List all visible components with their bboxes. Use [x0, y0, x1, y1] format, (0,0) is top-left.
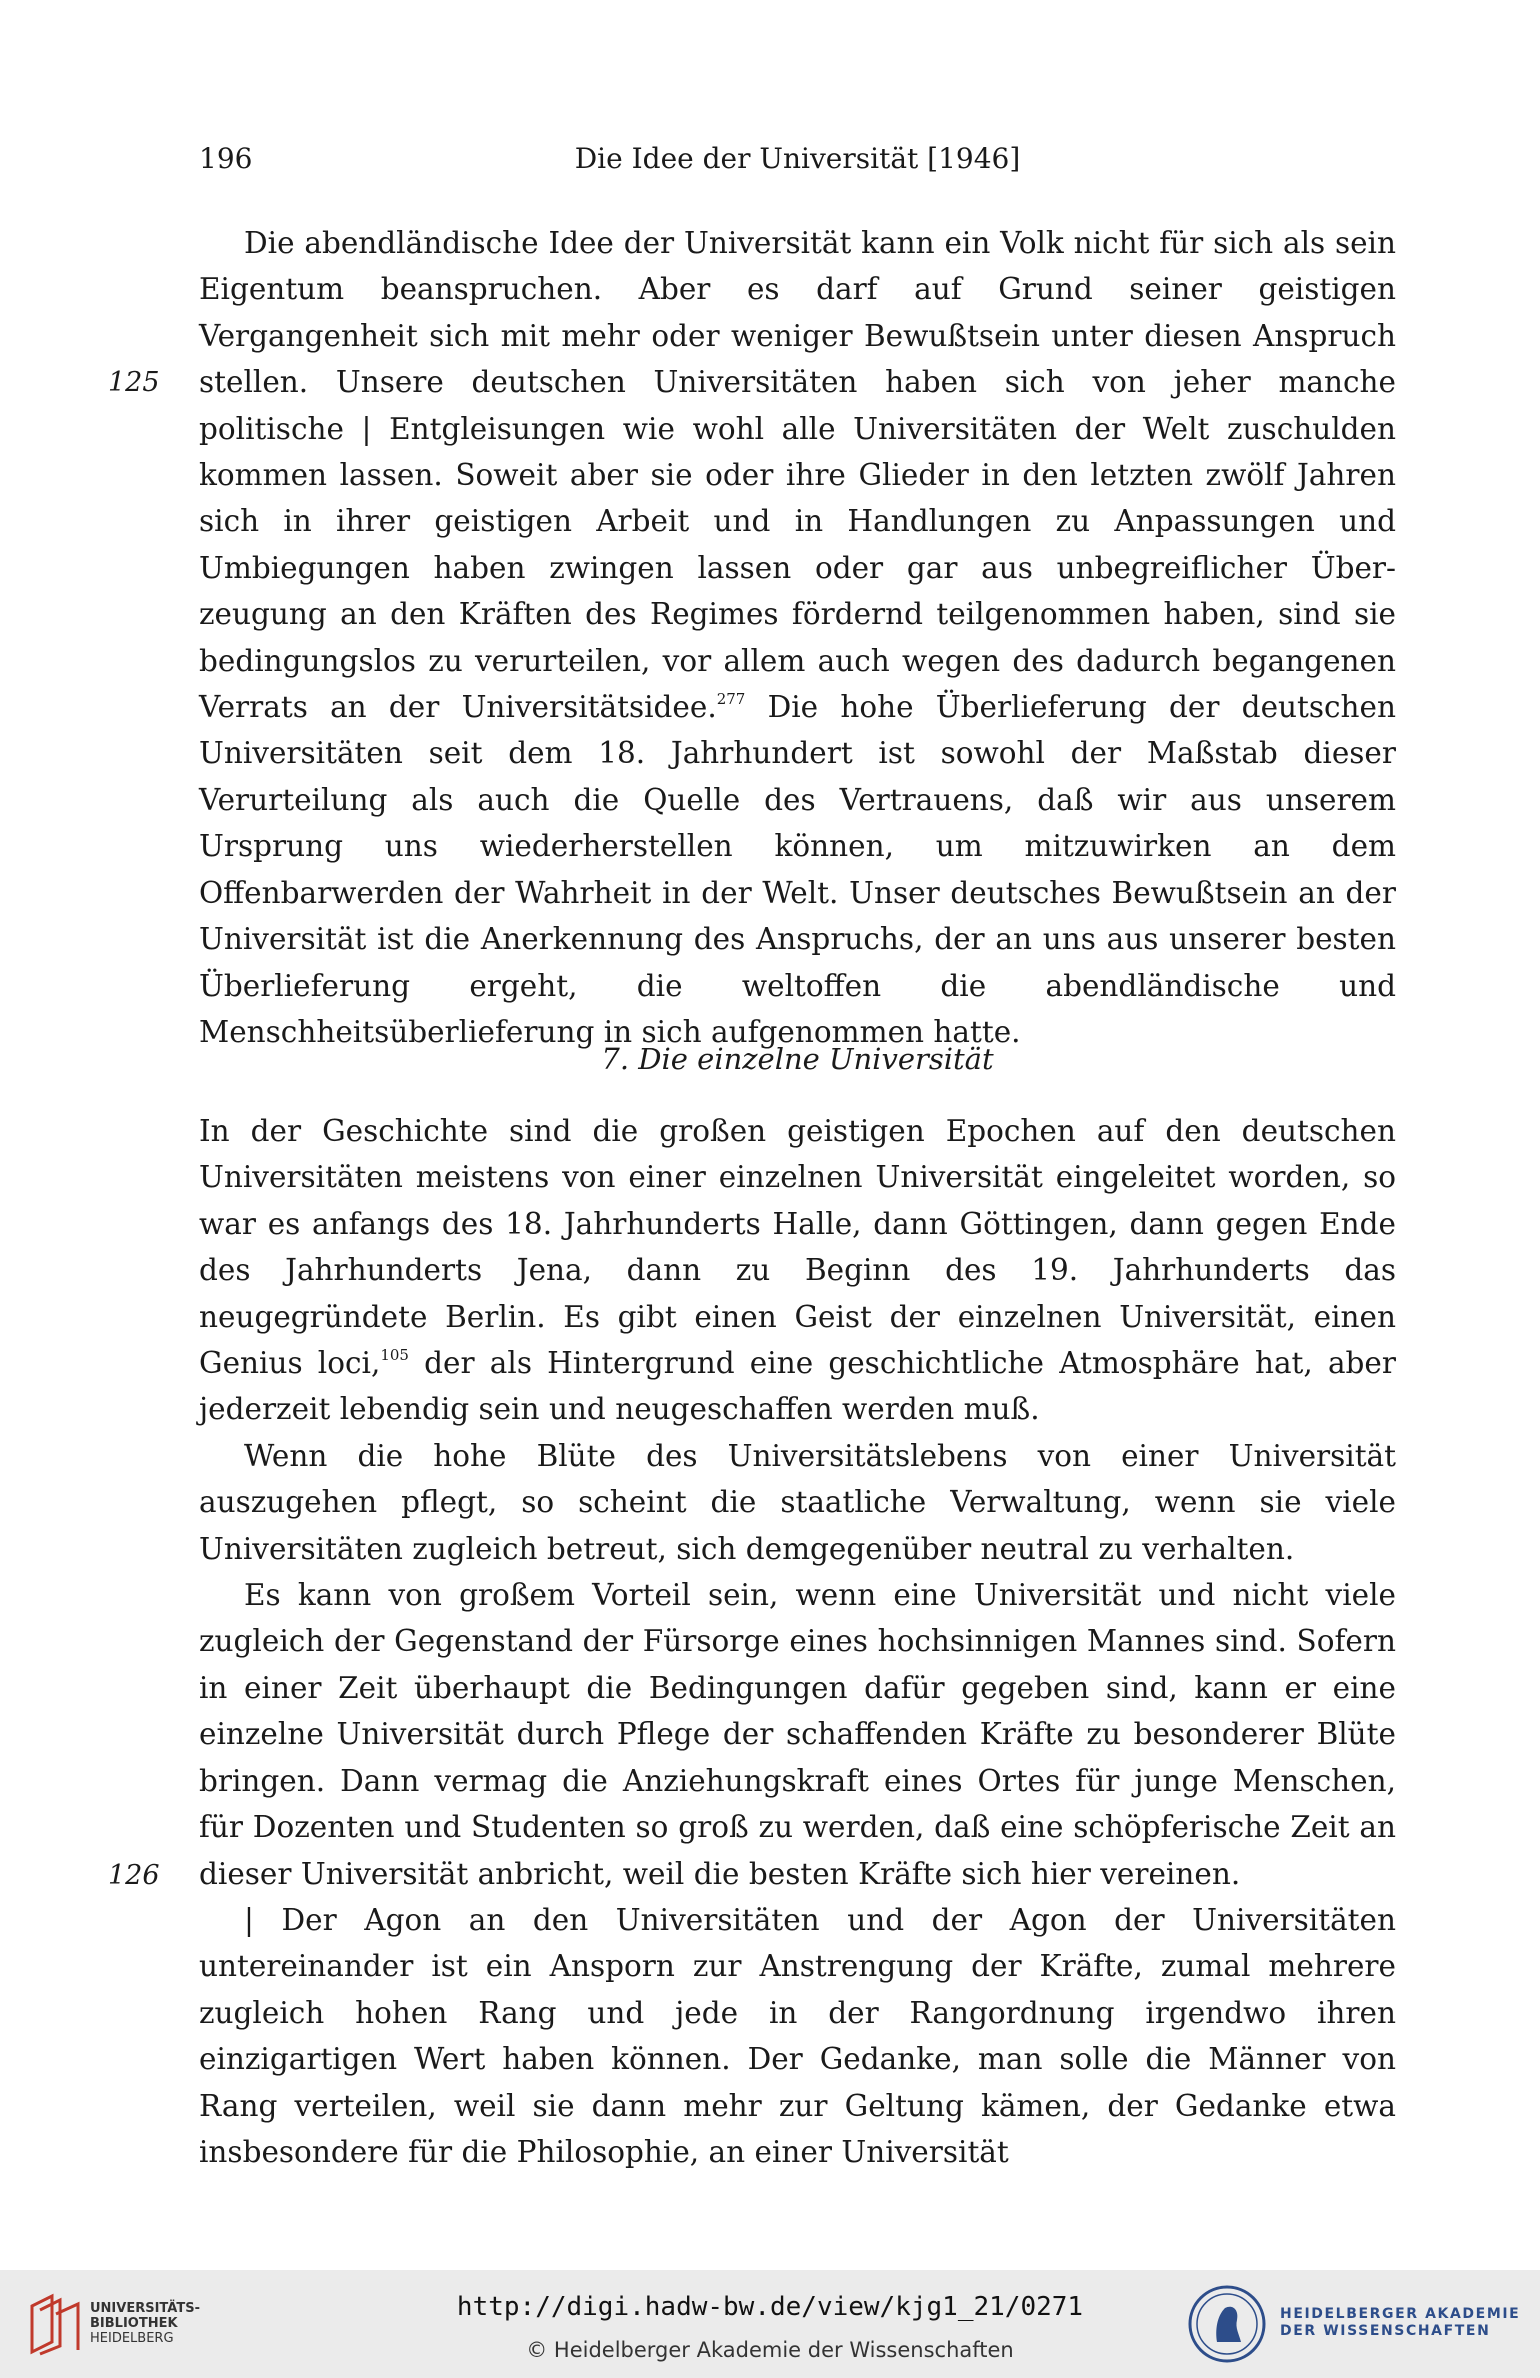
text-line: der Gegenstand der Fürsorge eines hochsinnigen Mannes sind. Sofern in einer Zeit [199, 1624, 1396, 1705]
text-line: tum beanspruchen. Aber es darf auf Grund seiner geistigen Vergangenheit sich mit [199, 272, 1396, 353]
text-line: Gedanke, man solle die Männer von Rang verteilen, weil sie dann mehr zur Geltung [199, 2042, 1396, 2123]
text-line: Die hohe Überlieferung der deutschen Universitäten seit dem [199, 690, 1396, 771]
permalink-url[interactable]: http://digi.hadw-bw.de/view/kjg1_21/0271 [456, 2292, 1084, 2322]
section-body [199, 1108, 1396, 2175]
margin-number-125: 125 [108, 367, 160, 398]
paragraph-4 [199, 1572, 1396, 1897]
text-line: ken an dem Offenbarwerden der Wahrheit in der Welt. Unser deutsches Bewußtsein [199, 829, 1397, 910]
text-line: zelnen Universität, einen Genius loci, [199, 1299, 1396, 1381]
text-line: gungslos zu verurteilen, vor allem auch wegen des dadurch begangenen Verrats an der [199, 643, 1396, 725]
footer-bar [0, 2270, 1540, 2378]
footnote-ref-105[interactable]: 105 [380, 1346, 409, 1365]
text-line: Es kann von großem Vorteil sein, wenn eine Universität und nicht viele zugleich [199, 1578, 1396, 1659]
text-line: und jede in der Rangordnung irgendwo ihren einzigartigen Wert haben können. Der [199, 1995, 1396, 2077]
text-line: sungen und Umbiegungen haben zwingen lassen oder gar aus unbegreiflicher Über [199, 504, 1396, 585]
text-line: durch Pflege der schaffenden Kräfte zu besonderer Blüte bringen. Dann vermag die [199, 1717, 1396, 1798]
text-line: der als Hintergrund eine geschichtliche At [408, 1346, 1092, 1381]
text-line: an der Universität ist die Anerkennung des Anspruchs, der an uns aus unserer besten [199, 875, 1396, 957]
text-line: zu Beginn des 19. Jahrhunderts das neugegründete Berlin. Es gibt einen Geist der ein [199, 1253, 1396, 1334]
text-line: 18. Jahrhunderts Halle, dann Göttingen, dann gegen Ende des Jahrhunderts Jena, dann [199, 1206, 1396, 1288]
text-line: pflegt, so scheint die staatliche Verwaltung, wenn sie viele Universitäten zugleich be [199, 1485, 1396, 1566]
text-line: treut, sich demgegenüber neutral zu verhalten. [583, 1531, 1295, 1566]
text-line: überhaupt die Bedingungen dafür gegeben sind, kann er eine einzelne Universität [199, 1670, 1396, 1752]
text-line: 18. Jahrhundert ist sowohl der Maßstab dieser Verurteilung als auch die Quelle des Ver [199, 736, 1396, 817]
page-header [199, 142, 1396, 182]
text-line: versitäten der Welt zuschulden kommen lassen. Soweit aber sie oder ihre Glieder in [199, 411, 1396, 493]
text-line: den letzten zwölf Jahren sich in ihrer geistigen Arbeit und in Handlungen zu Anpas [199, 458, 1396, 539]
footnote-ref-277[interactable]: 277 [716, 690, 746, 709]
paragraph-5 [199, 1897, 1396, 2175]
text-line: Universitätsidee. [461, 690, 717, 725]
margin-number-126: 126 [108, 1860, 160, 1891]
copyright-notice: © Heidelberger Akademie der Wissenschaften [526, 2338, 1014, 2362]
academy-name: HEIDELBERGER AKADEMIE DER WISSENSCHAFTEN [1280, 2306, 1521, 2339]
text-line: zu werden, daß eine schöpferische Zeit an dieser Universität anbricht, weil die besten [199, 1810, 1396, 1891]
academy-seal-icon [1187, 2284, 1267, 2364]
running-title: Die Idee der Universität [1946] [574, 142, 1021, 175]
text-line: | Der Agon an den Universitäten und der Agon der Universitäten untereinander [199, 1902, 1396, 1984]
paragraph-3 [199, 1433, 1396, 1572]
text-line: In der Geschichte sind die großen geistigen Epochen auf den deutschen Universitäten [199, 1114, 1396, 1195]
text-line: mosphäre hat, aber jederzeit lebendig sein und neugeschaffen werden muß. [199, 1346, 1396, 1427]
text-line: zeugung an den Kräften des Regimes fördernd teilgenommen haben, sind sie bedin [199, 597, 1396, 678]
paragraph-2 [199, 1108, 1396, 1433]
text-line: Überlieferung ergeht, die weltoffen die abendländische und Menschheitsüberlieferung [199, 968, 1396, 1049]
text-line: in sich aufgenommen hatte. [603, 1014, 1021, 1049]
text-line: ist ein Ansporn zur Anstrengung der Kräfte, zumal mehrere zugleich hohen Rang [199, 1949, 1396, 2030]
page-number: 196 [199, 142, 253, 175]
text-line: trauens, daß wir aus unserem Ursprung uns wiederherstellen können, um mitzuwir [199, 782, 1396, 864]
library-name: UNIVERSITÄTS- BIBLIOTHEK HEIDELBERG [90, 2301, 200, 2346]
text-line: meistens von einer einzelnen Universität eingeleitet worden, so war es anfangs des [199, 1160, 1396, 1241]
text-line: Die abendländische Idee der Universität kann ein Volk nicht für sich als sein Eigen [199, 226, 1396, 307]
text-line: mehr oder weniger Bewußtsein unter diesen Anspruch stellen. Unsere deutschen Uni [199, 318, 1396, 400]
paragraph-1 [199, 220, 1396, 1055]
section-heading: 7. Die einzelne Universität [601, 1042, 994, 1076]
text-line: Kräfte sich hier vereinen. [858, 1856, 1241, 1891]
text-line: Wenn die hohe Blüte des Universitätslebens von einer Universität auszugehen [199, 1438, 1396, 1520]
text-line: Anziehungskraft eines Ortes für junge Menschen, für Dozenten und Studenten so groß [199, 1763, 1396, 1845]
text-line: versitäten haben sich von jeher manche politische | Entgleisungen wie wohl alle Uni [199, 365, 1397, 446]
text-line: kämen, der Gedanke etwa insbesondere für die Philosophie, an einer Universität [199, 2088, 1396, 2169]
